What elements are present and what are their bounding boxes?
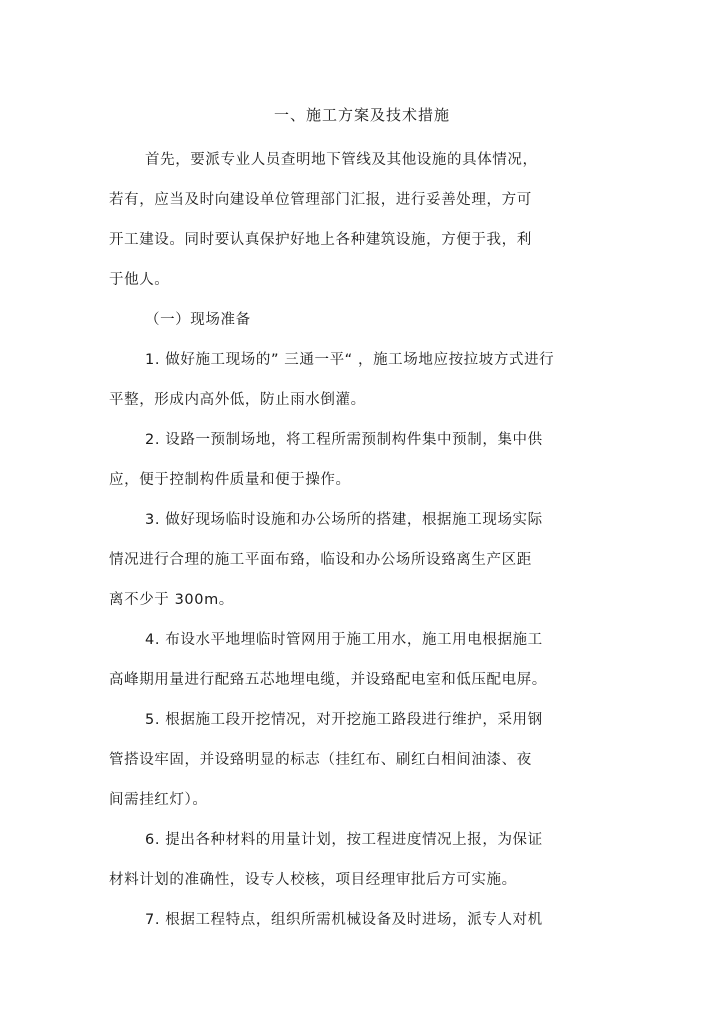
- text-line: 1. 做好施工现场的” 三通一平“ ，施工场地应按拉坡方式进行: [145, 352, 555, 368]
- text-line: 5. 根据施工段开挖情况，对开挖施工路段进行维护，采用钢: [145, 712, 543, 728]
- text-line: 开工建设。同时要认真保护好地上各种建筑设施，方便于我，利: [109, 232, 532, 248]
- text-line: 3. 做好现场临时设施和办公场所的搭建，根据施工现场实际: [145, 512, 543, 528]
- text-line: 2. 设路一预制场地，将工程所需预制构件集中预制，集中供: [145, 432, 543, 448]
- text-line: 材料计划的准确性，设专人校核，项目经理审批后方可实施。: [109, 872, 517, 888]
- text-line: 离不少于 300m。: [109, 592, 234, 608]
- text-line: 情况进行合理的施工平面布臵，临设和办公场所设臵离生产区距: [109, 552, 532, 568]
- text-line: 于他人。: [109, 272, 170, 288]
- text-line: 6. 提出各种材料的用量计划，按工程进度情况上报，为保证: [145, 832, 543, 848]
- text-line: 管搭设牢固，并设臵明显的标志（挂红布、刷红白相间油漆、夜: [109, 752, 532, 768]
- section-title: 一、施工方案及技术措施: [273, 106, 450, 124]
- text-line: 应，便于控制构件质量和便于操作。: [109, 472, 351, 488]
- text-line: 首先，要派专业人员查明地下管线及其他设施的具体情况，: [145, 152, 538, 168]
- text-line: 平整，形成内高外低，防止雨水倒灌。: [109, 392, 366, 408]
- text-line: 若有，应当及时向建设单位管理部门汇报，进行妥善处理，方可: [109, 192, 532, 208]
- text-line: 4. 布设水平地埋临时管网用于施工用水，施工用电根据施工: [145, 632, 543, 648]
- text-line: 高峰期用量进行配臵五芯地埋电缆，并设臵配电室和低压配电屏。: [109, 672, 547, 688]
- subsection-heading: （一）现场准备: [145, 312, 251, 328]
- text-line: 7. 根据工程特点，组织所需机械设备及时进场，派专人对机: [145, 912, 543, 928]
- text-line: 间需挂红灯）。: [109, 792, 208, 808]
